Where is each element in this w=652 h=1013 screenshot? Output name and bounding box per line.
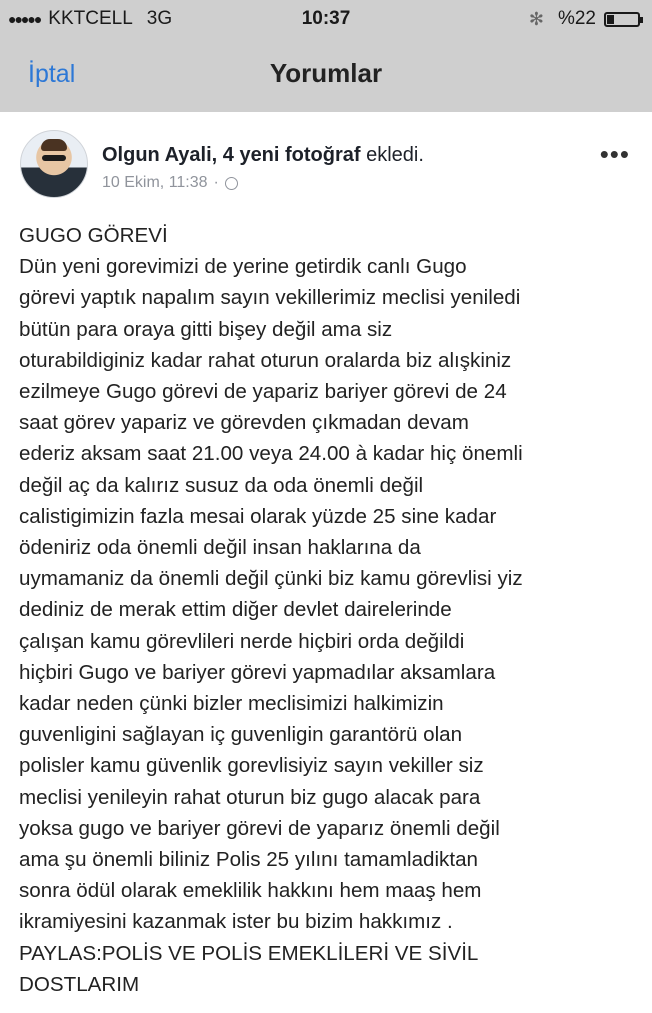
post-text-line: PAYLAS:POLİS VE POLİS EMEKLİLERİ VE SİVİL — [19, 941, 479, 965]
post-text-line: çalışan kamu görevlileri nerde hiçbiri orda değildi — [19, 629, 465, 653]
post-text-line: uymamaniz da önemli değil çünki biz kamu görevlisi yiz — [19, 567, 523, 591]
post-text-line: GUGO GÖREVİ — [19, 224, 168, 247]
activity-suffix: ekledi. — [360, 144, 424, 166]
post-text-line: görevi yaptık napalım sayın vekillerimiz meclisi yeniledi — [19, 286, 521, 310]
post-header — [102, 144, 424, 167]
post-text-line: değil aç da kalırız susuz da oda önemli değil — [19, 473, 424, 497]
post-text-line: hiçbiri Gugo ve bariyer görevi yapmadılar aksamlara — [19, 660, 496, 684]
post-text-line: bütün para oraya gitti bişey değil ama siz — [19, 317, 393, 341]
more-options-icon[interactable]: ••• — [599, 139, 630, 169]
post-text-line: meclisi yenileyin rahat oturun biz gugo alacak para — [19, 785, 481, 809]
post-text-line: guvenligini sağlayan iç guvenligin garantörü olan — [19, 723, 463, 747]
post-text-line: yoksa gugo ve bariyer görevi de yaparız önemli değil — [19, 816, 500, 840]
avatar[interactable] — [20, 130, 88, 198]
post-text-line: oturabildiginiz kadar rahat oturun oralarda biz alışkiniz — [19, 348, 512, 372]
page-title: Yorumlar — [269, 58, 383, 88]
bluetooth-icon: ✻ — [528, 8, 544, 29]
post-text-line: saat görev yapariz ve görevden çıkmadan devam — [19, 411, 469, 435]
post-text-line: ezilmeye Gugo görevi de yapariz bariyer görevi de 24 — [19, 380, 507, 404]
post-meta — [102, 174, 238, 192]
status-bar — [0, 0, 652, 38]
meta-separator: · — [213, 174, 219, 191]
post-text-line: kadar neden çünki bizler meclisimizi halkimizin — [19, 692, 444, 716]
post-text-line: dediniz de merak ettim diğer devlet dairelerinde — [19, 598, 452, 622]
post-date[interactable]: 10 Ekim, 11:38 — [102, 174, 208, 191]
post-text-line: polisler kamu güvenlik gorevlisiyiz sayın vekiller siz — [19, 754, 484, 778]
post-text-line: ödeniriz oda önemli değil insan haklarına da — [19, 536, 421, 560]
signal-strength-icon: ●●●●● — [8, 11, 41, 27]
post-text-line: sonra ödül olarak emeklilik hakkını hem maaş hem — [19, 879, 482, 903]
post-text-line: ama şu önemli biliniz Polis 25 yılını tamamladiktan — [19, 848, 478, 872]
post-text-line: Dün yeni gorevimizi de yerine getirdik canlı Gugo — [19, 255, 467, 279]
status-bar-right — [529, 8, 640, 30]
post — [0, 112, 652, 1013]
avatar-hair — [41, 139, 67, 151]
post-text-line: DOSTLARIM — [19, 972, 140, 996]
carrier-name: KKTCELL — [48, 8, 133, 29]
post-text-line: calistigimizin fazla mesai olarak yüzde 25 sine kadar — [19, 504, 497, 528]
activity-photos-link[interactable]: 4 yeni fotoğraf — [217, 144, 361, 166]
globe-icon — [225, 177, 238, 190]
post-text-line: ederiz aksam saat 21.00 veya 24.00 à kadar hiç önemli — [19, 442, 523, 466]
navigation-bar — [0, 38, 652, 113]
status-time: 10:37 — [301, 8, 351, 29]
post-text-line: ikramiyesini kazanmak ister bu bizim hakkımız . — [19, 910, 453, 934]
battery-icon — [604, 12, 640, 27]
network-type: 3G — [146, 8, 173, 29]
battery-fill — [607, 15, 614, 24]
post-body — [19, 220, 641, 1000]
cancel-button[interactable]: İptal — [28, 60, 76, 88]
avatar-glasses — [42, 155, 66, 161]
battery-percent: %22 — [557, 8, 596, 29]
author-name[interactable]: Olgun Ayali, — [102, 144, 218, 166]
